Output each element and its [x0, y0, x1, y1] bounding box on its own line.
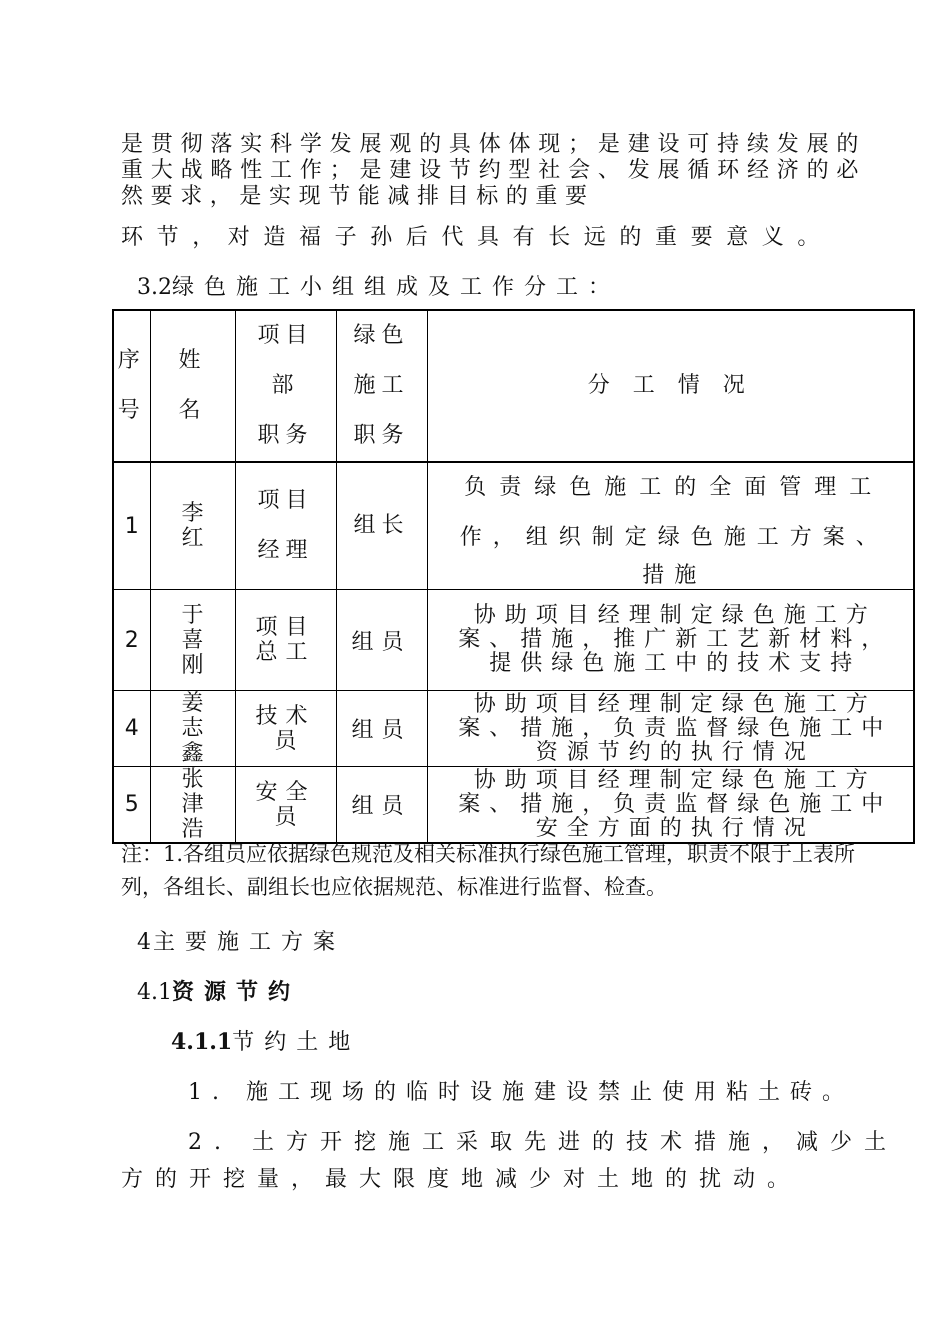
header-name: 姓 名: [150, 310, 235, 462]
header-duty: 分 工 情 况: [427, 310, 914, 462]
row-name: 李 红: [150, 462, 235, 590]
row-name: 张 津 浩: [150, 767, 235, 844]
section-3-2-heading: 3.2绿色施工小组组成及工作分工：: [137, 275, 621, 300]
row-duty: 协助项目经理制定绿色施工方案、措施，推广新工艺新材料，提供绿色施工中的技术支持: [427, 590, 914, 691]
table-row: [113, 462, 914, 590]
section-4-1-1-heading: 4.1.1节约土地: [171, 1029, 361, 1055]
row-green-role: 组员: [336, 767, 427, 844]
row-dept-role: 项目 经理: [235, 462, 336, 590]
intro-paragraph: 是贯彻落实科学发展观的具体体现；是建设可持续发展的重大战略性工作；是建设节约型社会、发展循环经济的必然要求，是实现节能减排目标的重要: [121, 132, 866, 209]
table-row: [113, 590, 914, 691]
header-green-role: 绿色 施工 职务: [336, 310, 427, 462]
row-dept-role: 项目 总工: [235, 590, 336, 691]
list-item-continuation: 方的开挖量，最大限度地减少对土地的扰动。: [121, 1167, 802, 1192]
section-4-heading: 4主要施工方案: [137, 930, 346, 955]
row-seq: 2: [113, 590, 150, 691]
table-row: [113, 767, 914, 844]
list-item: 2. 土方开挖施工采取先进的技术措施，减少土: [188, 1130, 898, 1155]
table-row: [113, 691, 914, 767]
row-seq: 5: [113, 767, 150, 844]
row-green-role: 组员: [336, 691, 427, 767]
header-seq: 序 号: [113, 310, 150, 462]
row-green-role: 组长: [336, 462, 427, 590]
row-seq: 1: [113, 462, 150, 590]
list-item: 1. 施工现场的临时设施建设禁止使用粘土砖。: [188, 1080, 854, 1105]
intro-last-line: 环节，对造福子孙后代具有长远的重要意义。: [121, 225, 834, 250]
section-4-1-heading: 4.1资源节约: [137, 979, 301, 1005]
row-green-role: 组员: [336, 590, 427, 691]
table-note: 注：1.各组员应依据绿色规范及相关标准执行绿色施工管理，职责不限于上表所列，各组长、副组长也应依据规范、标准进行监督、检查。: [121, 842, 856, 899]
header-dept-role: 项目 部 职务: [235, 310, 336, 462]
row-dept-role: 技术 员: [235, 691, 336, 767]
row-duty: 负责绿色施工的全面管理工 作，组织制定绿色施工方案、 措施: [427, 462, 914, 590]
row-name: 于 喜 刚: [150, 590, 235, 691]
row-dept-role: 安全 员: [235, 767, 336, 844]
table-header-row: [113, 310, 914, 462]
row-name: 姜 志 鑫: [150, 691, 235, 767]
row-duty: 协助项目经理制定绿色施工方案、措施，负责监督绿色施工中资源节约的执行情况: [427, 691, 914, 767]
green-team-table: [112, 309, 915, 844]
row-duty: 协助项目经理制定绿色施工方案、措施，负责监督绿色施工中安全方面的执行情况: [427, 767, 914, 844]
row-seq: 4: [113, 691, 150, 767]
